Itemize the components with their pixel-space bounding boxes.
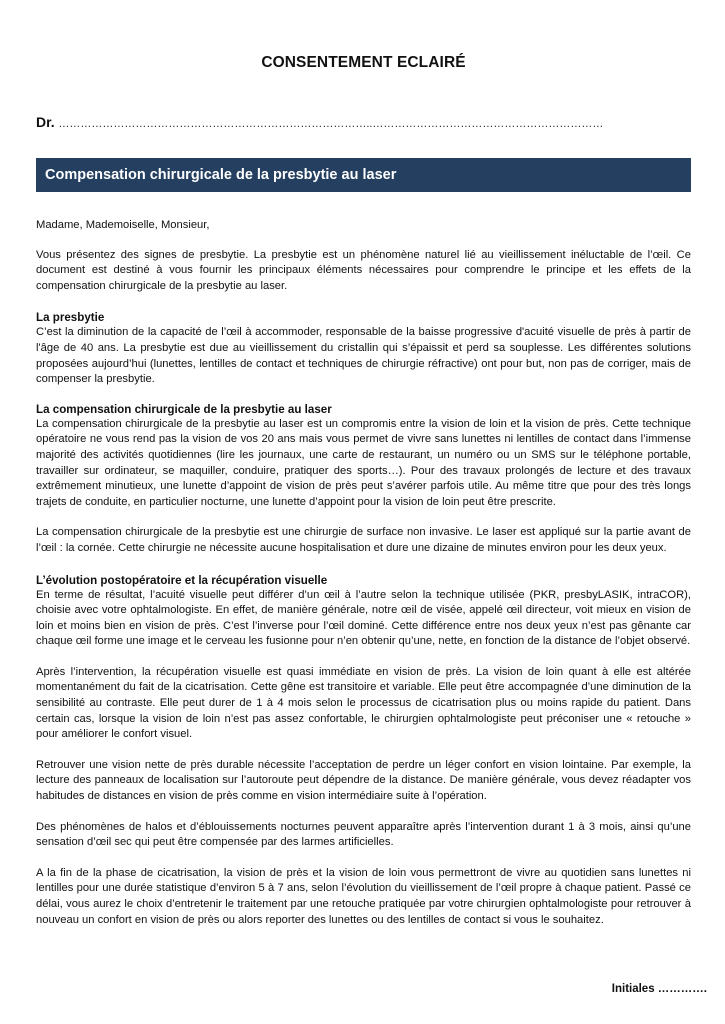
paragraph: Retrouver une vision nette de près durable nécessite l’acceptation de perdre un léger confort en vision lointaine. Par exemple, la lecture des panneaux de localisation sur l’autoroute peut dépendre de la distance. De manière générale, vous devez réadapter vos habitudes de distances en vision de près comme en vision intermédiaire suite à l’opération.: [36, 758, 691, 803]
doctor-label: Dr.: [36, 114, 55, 130]
paragraph: La compensation chirurgicale de la presbytie au laser est un compromis entre la vision de loin et la vision de près. Cette technique opératoire ne vous rend pas la vision de vos 20 ans mais vous permet de vivre sans lunettes ni lentilles de contact dans l’immense majorité des activités quotidiennes (lire les journaux, une carte de restaurant, un numéro ou un SMS sur le téléphone portable, travailler sur ordinateur, se maquiller, conduire, pratiquer des sports…). Pour des travaux prolongés de lecture et des travaux extrêmement minutieux, une lunette d’appoint de vision de près peut s’avérer parfois utile. Au même titre que pour des très longs trajets de conduite, en particulier nocturne, une lunette d’appoint pour la vision de loin peut être prescrite.: [36, 417, 691, 508]
doctor-line: [36, 114, 691, 132]
document-body: [36, 218, 691, 928]
doctor-name-blank: …………………………………………………………………………..………………………………………………………: [58, 118, 604, 130]
section-compensation: [36, 402, 691, 557]
initials-field: Initiales ………….: [611, 983, 707, 995]
paragraph: Des phénomènes de halos et d’éblouissements nocturnes peuvent apparaître après l’intervention durant 1 à 3 mois, ainsi qu’une sensation d’œil sec qui peut être compensée par des larmes artificielles.: [36, 820, 691, 849]
document-title: CONSENTEMENT ECLAIRÉ: [261, 54, 466, 71]
paragraph: La compensation chirurgicale de la presbytie est une chirurgie de surface non invasive. Le laser est appliqué sur la partie avant de l’œil : la cornée. Cette chirurgie ne nécessite aucune hospitalisation et dure une dizaine de minutes environ pour les deux yeux.: [36, 526, 691, 554]
section-presbytie: [36, 310, 691, 387]
section-heading: L’évolution postopératoire et la récupération visuelle: [36, 573, 328, 587]
section-banner: Compensation chirurgicale de la presbytie au laser: [36, 158, 691, 192]
paragraph: C’est la diminution de la capacité de l’œil à accommoder, responsable de la baisse progressive d'acuité visuelle de près à partir de l'âge de 40 ans. La presbytie est due au vieillissement du cristallin qui s’épaissit et perd sa souplesse. Les différentes solutions proposées aujourd’hui (lunettes, lentilles de contact et techniques de chirurgie réfractive) ont pour but, non pas de corriger, mais de compenser la presbytie.: [36, 326, 691, 386]
paragraph: En terme de résultat, l’acuité visuelle peut différer d’un œil à l’autre selon la technique utilisée (PKR, presbyLASIK, intraCOR), choisie avec votre ophtalmologiste. En effet, de manière générale, notre œil de visée, appelé œil directeur, voit mieux en vision de loin et moins bien en vision de près. C’est l’inverse pour l’œil dominé. Cette différence entre nos deux yeux n’est pas gênante car chaque œil forme une image et le cerveau les fusionne pour n’en obtenir qu’une, nette, en fonction de la distance de l’objet observé.: [36, 588, 691, 648]
section-evolution: [36, 573, 691, 929]
greeting: Madame, Mademoiselle, Monsieur,: [36, 219, 210, 231]
paragraph: A la fin de la phase de cicatrisation, la vision de près et la vision de loin vous permettront de vivre au quotidien sans lunettes ni lentilles pour une durée statistique d’environ 5 à 7 ans, selon l’évolution du vieillissement de l’œil propre à chaque patient. Passé ce délai, vous aurez le choix d’entretenir le traitement par une retouche pratiquée par votre chirurgien ophtalmologiste pour retrouver à nouveau un confort en vision de près ou alors reporter des lunettes ou des lentilles de contact si vous le souhaitez.: [36, 866, 691, 926]
intro-paragraph: Vous présentez des signes de presbytie. La presbytie est un phénomène naturel lié au vieillissement inéluctable de l’œil. Ce document est destiné à vous fournir les principaux éléments nécessaires pour comprendre le principe et les effets de la compensation chirurgicale de la presbytie au laser.: [36, 248, 691, 292]
paragraph: Après l’intervention, la récupération visuelle est quasi immédiate en vision de près. La vision de loin quant à elle est altérée momentanément du fait de la cicatrisation. Cette gêne est transitoire et variable. Elle peut être accompagnée d’une diminution de la sensibilité au contraste. Elle peut durer de 1 à 4 mois selon le processus de cicatrisation plus ou moins rapide du patient. Dans certain cas, lorsque la vision de loin n’est pas assez confortable, le chirurgien ophtalmologiste peut préconiser une « retouche » pour améliorer le confort visuel.: [36, 665, 691, 741]
section-heading: La compensation chirurgicale de la presbytie au laser: [36, 402, 332, 416]
section-heading: La presbytie: [36, 311, 105, 325]
